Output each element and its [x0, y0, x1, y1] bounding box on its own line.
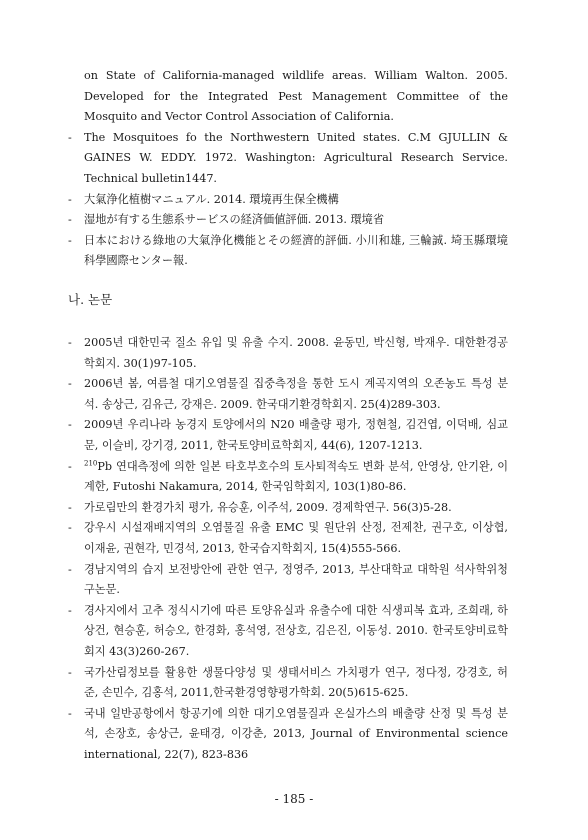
reference-item: [68, 415, 508, 456]
list-dash: -: [68, 130, 72, 144]
reference-text: 경사지에서 고추 정식시기에 따른 토양유실과 유출수에 대한 식생피복 효과, 조희래, 하상건, 현승훈, 허승오, 한경화, 홍석영, 전상호, 김은진, 이동성. 2010. 한국토양비료학회지 43(3)260-267.: [84, 603, 508, 658]
reference-text: 2005년 대한민국 질소 유입 및 유출 수지. 2008. 윤동민, 박신형, 박재우. 대한환경공학회지. 30(1)97-105.: [84, 336, 508, 370]
reference-text: 2009년 우리나라 농경지 토양에서의 N20 배출량 평가, 정현철, 김건엽, 이덕배, 심교문, 이슬비, 강기경, 2011, 한국토양비료학회지, 44(6), 1207-1213.: [84, 418, 508, 452]
section-heading: 나. 논문: [68, 292, 113, 307]
list-dash: -: [68, 336, 72, 349]
reference-item: [68, 704, 508, 766]
reference-item: [68, 663, 508, 704]
reference-text: on State of California-managed wildlife areas. William Walton. 2005. Developed for the Integrated Pest Management Committee of the Mosquito and Vector Control Association of California.: [84, 69, 508, 124]
reference-item: [68, 601, 508, 663]
reference-item: [68, 560, 508, 601]
list-dash: -: [68, 377, 72, 391]
list-dash: -: [68, 562, 72, 576]
reference-text: 日本における綠地の大氣浄化機能とその經濟的評価. 小川和雄, 三輪誠. 埼玉縣環境科學國際センター報.: [84, 233, 508, 268]
reference-text: Pb 연대측정에 의한 일본 타호부호수의 토사퇴적속도 변화 분석, 안영상, 안기완, 이계한, Futoshi Nakamura, 2014, 한국임학회지, 103(1)80-86.: [84, 459, 508, 494]
list-dash: -: [68, 418, 72, 432]
reference-item: [68, 231, 508, 272]
reference-item: [68, 374, 508, 415]
reference-item: [68, 210, 508, 231]
list-dash: -: [68, 665, 72, 679]
reference-text: 湿地が有する生態系サービスの経済価値評価. 2013. 環境省: [84, 213, 385, 227]
list-dash: -: [68, 192, 72, 206]
reference-item: [68, 333, 508, 374]
reference-item: [68, 128, 508, 190]
list-dash: -: [68, 233, 72, 247]
reference-item: [68, 498, 508, 519]
reference-text: The Mosquitoes fo the Northwestern United states. C.M GJULLIN & GAINES W. EDDY. 1972. Washington: Agricultural Research Service. Technical bulletin1447.: [84, 130, 508, 185]
reference-item: [68, 457, 508, 498]
list-dash: -: [68, 706, 72, 720]
page-number: - 185 -: [274, 792, 314, 806]
reference-text: 大氣浄化植樹マニュアル. 2014. 環境再生保全機構: [84, 192, 339, 206]
list-dash: -: [68, 213, 72, 227]
reference-text: 강우시 시설재배지역의 오염물질 유출 EMC 및 원단위 산정, 전제찬, 권구호, 이상협, 이재윤, 권현각, 민경석, 2013, 한국습지학회지, 15(4)555-566.: [84, 521, 508, 555]
list-dash: -: [68, 521, 72, 535]
reference-list-books: [68, 66, 508, 272]
list-dash: -: [68, 500, 72, 514]
list-dash: -: [68, 459, 72, 473]
reference-text: 경남지역의 습지 보전방안에 관한 연구, 정영주, 2013, 부산대학교 대학원 석사학위청구논문.: [84, 562, 508, 597]
reference-text: 가로림만의 환경가치 평가, 유승훈, 이주석, 2009. 경제학연구. 56(3)5-28.: [84, 500, 452, 514]
reference-item: [68, 190, 508, 211]
reference-text: 국가산림정보를 활용한 생물다양성 및 생태서비스 가치평가 연구, 정다정, 강경호, 허준, 손민수, 김홍석, 2011,한국환경영향평가학회. 20(5)615-625.: [84, 665, 508, 700]
superscript-isotope: 210: [84, 458, 98, 467]
list-dash: -: [68, 603, 72, 617]
reference-text: 국내 일반공항에서 항공기에 의한 대기오염물질과 온실가스의 배출량 산정 및 특성 분석, 손장호, 송상근, 윤태경, 이강춘, 2013, Journal of Environmental science international, 22(7), 823-836: [84, 706, 508, 761]
reference-item: [68, 518, 508, 559]
reference-text: 2006년 봄, 여름철 대기오염물질 집중측정을 통한 도시 계곡지역의 오존농도 특성 분석. 송상근, 김유근, 강재은. 2009. 한국대기환경학회지. 25(4)289-303.: [84, 377, 508, 411]
reference-item: [68, 66, 508, 128]
reference-list-papers: [68, 333, 508, 765]
